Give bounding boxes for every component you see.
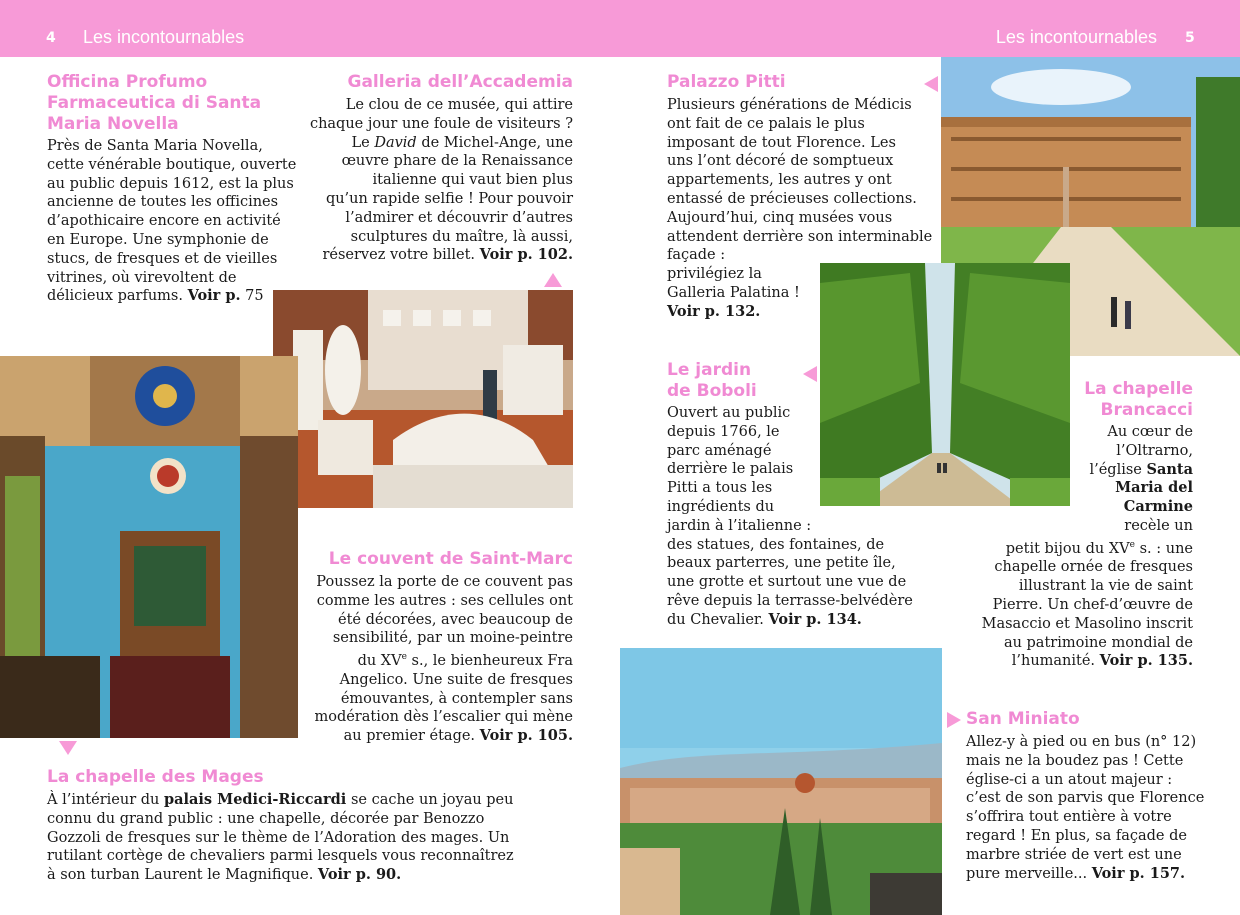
heading-line: Maria Novella (47, 114, 179, 134)
text-line: uns l’ont décoré de somptueux (667, 153, 894, 170)
text-line: Le clou de ce musée, qui attire (345, 97, 573, 113)
heading-line: La chapelle (1084, 379, 1193, 399)
right-running-title: Les incontournables (995, 27, 1157, 47)
page-reference: Voir p. 157. (1091, 864, 1186, 882)
text-line: derrière le palais (667, 461, 794, 478)
miniato-heading: San Miniato (966, 709, 1080, 729)
superscript: e (1129, 539, 1135, 550)
text-line: rêve depuis la terrasse-belvédère (667, 592, 913, 609)
text-line: marbre striée de vert est une (966, 846, 1182, 863)
text-line: italienne qui vaut bien plus (372, 172, 573, 189)
text-line: c’est de son parvis que Florence (966, 790, 1205, 807)
text-line: connu du grand public : une chapelle, décorée par Benozzo (47, 810, 485, 827)
text-line: Angelico. Une suite de fresques (339, 671, 573, 688)
officina-heading (47, 72, 261, 135)
text-line: l’admirer et découvrir d’autres (345, 209, 573, 226)
text-line (47, 791, 514, 810)
text-fragment: du Chevalier. (667, 611, 764, 628)
text-line: chaque jour une foule de visiteurs ? (309, 115, 573, 132)
brancacci-heading (1084, 379, 1193, 421)
right-page-number: 5 (1185, 30, 1195, 46)
saint-marc-text (314, 573, 573, 746)
artwork-title: David (374, 134, 417, 151)
text-line: au patrimoine mondial de (1003, 634, 1193, 651)
text-line: église-ci a un atout majeur : (966, 771, 1173, 788)
page-reference: Voir p. (187, 287, 241, 305)
text-line: regard ! En plus, sa façade de (966, 827, 1187, 844)
text-fragment: se cache un joyau peu (350, 792, 514, 808)
triangle-left-icon (803, 366, 817, 382)
text-line (47, 866, 514, 885)
accademia-gallery-photo (273, 290, 573, 508)
triangle-left-icon (924, 76, 938, 92)
text-line: Carmine (1123, 498, 1193, 516)
text-line: chapelle ornée de fresques (994, 559, 1193, 576)
triangle-up-icon (544, 273, 562, 287)
text-line: Pitti a tous les (667, 480, 773, 497)
text-line: au public depuis 1612, est la plus (47, 175, 294, 192)
text-fragment: à son turban Laurent le Magnifique. (47, 867, 314, 884)
text-line: privilégiez la (667, 266, 762, 283)
boboli-heading (667, 360, 757, 402)
left-running-title: Les incontournables (83, 27, 245, 47)
text-fragment: délicieux parfums. (47, 288, 183, 305)
text-line (47, 287, 296, 306)
page-reference: Voir p. 132. (667, 302, 761, 320)
mages-text (47, 791, 514, 885)
heading-line: Farmaceutica di Santa (47, 93, 262, 113)
text-fragment: au premier étage. (343, 728, 476, 745)
text-line (982, 536, 1193, 559)
text-line: ingrédients du (667, 498, 775, 515)
text-line: d’apothicaire encore en activité (47, 213, 281, 230)
header-band (0, 0, 1240, 57)
accademia-heading: Galleria dell’Accademia (347, 72, 573, 92)
page-reference-number: 75 (245, 288, 264, 305)
left-page-number: 4 (46, 30, 56, 46)
text-line: qu’un rapide selfie ! Pour pouvoir (325, 190, 573, 207)
boboli-text (667, 404, 913, 630)
text-line: Plusieurs générations de Médicis (667, 97, 912, 113)
text-line: parc aménagé (667, 442, 772, 459)
text-line: façade : (667, 247, 726, 264)
miniato-text (966, 733, 1204, 883)
mages-heading: La chapelle des Mages (47, 767, 264, 787)
text-line (982, 461, 1193, 480)
text-line: imposant de tout Florence. Les (667, 134, 896, 151)
text-line: beaux parterres, une petite île, (667, 555, 896, 572)
text-fragment: l’église (1089, 461, 1142, 478)
pitti-heading: Palazzo Pitti (667, 72, 786, 92)
heading-line: Le jardin (667, 360, 752, 380)
text-fragment: réservez votre billet. (322, 247, 476, 264)
text-line: Au cœur de (1107, 424, 1193, 440)
page-reference: Voir p. 90. (317, 866, 402, 884)
text-line: en Europe. Une symphonie de (47, 231, 269, 248)
text-line: sensibilité, par un moine-peintre (332, 630, 573, 647)
page-reference: Voir p. 105. (479, 727, 573, 745)
text-line: stucs, de fresques et de vieilles (47, 250, 278, 267)
text-line: entassé de précieuses collections. (667, 190, 917, 207)
san-miniato-view-photo (620, 648, 942, 915)
text-line (982, 652, 1193, 671)
text-line: ancienne de toutes les officines (47, 194, 279, 211)
text-line: Galleria Palatina ! (667, 284, 800, 301)
text-line (310, 134, 573, 153)
text-fragment: Le (351, 134, 370, 151)
text-line: sculptures du maître, là aussi, (350, 228, 573, 245)
text-line: l’Oltrarno, (1116, 442, 1193, 459)
text-line: vitrines, où virevoltent de (47, 269, 237, 286)
text-line: comme les autres : ses cellules ont (316, 592, 573, 609)
text-line: émouvantes, à contempler sans (340, 690, 573, 707)
page-reference: Voir p. 135. (1099, 652, 1193, 670)
text-line: cette vénérable boutique, ouverte (47, 156, 297, 173)
text-fragment: de Michel-Ange, une (421, 134, 573, 151)
superscript: e (401, 652, 407, 663)
text-line: appartements, les autres y ont (667, 172, 892, 189)
text-fragment: petit bijou du XV (1005, 540, 1130, 557)
brancacci-text (982, 423, 1193, 671)
text-line: Pierre. Un chef-d’œuvre de (992, 597, 1193, 613)
text-line: Maria del (1115, 479, 1193, 497)
heading-line: de Boboli (667, 381, 757, 401)
page-reference: Voir p. 134. (768, 610, 862, 628)
text-line: depuis 1766, le (667, 423, 780, 440)
text-line: Gozzoli de fresques sur le thème de l’Adoration des mages. Un (47, 829, 510, 846)
text-line (667, 611, 913, 630)
text-line: illustrant la vie de saint (1018, 578, 1193, 595)
text-line: rutilant cortège de chevaliers parmi lesquels vous reconnaîtrez (47, 848, 514, 865)
text-fragment: s., le bienheureux Fra (406, 653, 573, 670)
text-line: recèle un (1124, 517, 1193, 534)
saint-marc-heading: Le couvent de Saint-Marc (328, 549, 573, 569)
text-line: Près de Santa Maria Novella, (47, 138, 263, 154)
text-fragment: pure merveille... (966, 865, 1088, 882)
text-line: ont fait de ce palais le plus (667, 115, 865, 132)
text-line: des statues, des fontaines, de (667, 536, 885, 553)
accademia-text (310, 96, 573, 265)
text-line: une grotte et surtout une vue de (667, 574, 907, 591)
text-fragment: s. : une (1134, 540, 1193, 557)
bold-fragment: Santa (1146, 460, 1193, 478)
text-line (314, 727, 573, 746)
text-line: Poussez la porte de ce couvent pas (316, 574, 573, 590)
text-line (966, 865, 1204, 884)
heading-line: Officina Profumo (47, 72, 208, 92)
officina-text (47, 137, 296, 306)
text-line: s’offrira tout entière à votre (966, 809, 1172, 826)
text-line (314, 648, 573, 671)
text-fragment: l’humanité. (1011, 653, 1096, 670)
text-line: attendent derrière son interminable (667, 228, 933, 245)
bold-fragment: palais Medici-Riccardi (163, 791, 347, 808)
triangle-right-icon (947, 712, 961, 728)
text-line: Allez-y à pied ou en bus (n° 12) (966, 734, 1197, 750)
text-line: Masaccio et Masolino inscrit (981, 615, 1193, 632)
text-line (310, 246, 573, 265)
text-line: été décorées, avec beaucoup de (337, 611, 573, 628)
triangle-down-icon (59, 741, 77, 755)
chapelle-des-mages-photo (0, 356, 298, 738)
text-line: jardin à l’italienne : (667, 517, 812, 534)
text-line: Aujourd’hui, cinq musées vous (667, 209, 893, 226)
text-line: modération dès l’escalier qui mène (314, 709, 573, 726)
text-line: œuvre phare de la Renaissance (341, 153, 573, 170)
text-line: mais ne la boudez pas ! Cette (966, 752, 1184, 769)
text-fragment: À l’intérieur du (47, 792, 160, 808)
text-fragment: du XV (357, 653, 402, 670)
text-line: Ouvert au public (667, 405, 791, 421)
heading-line: Brancacci (1100, 400, 1193, 420)
page-reference: Voir p. 102. (479, 246, 573, 264)
